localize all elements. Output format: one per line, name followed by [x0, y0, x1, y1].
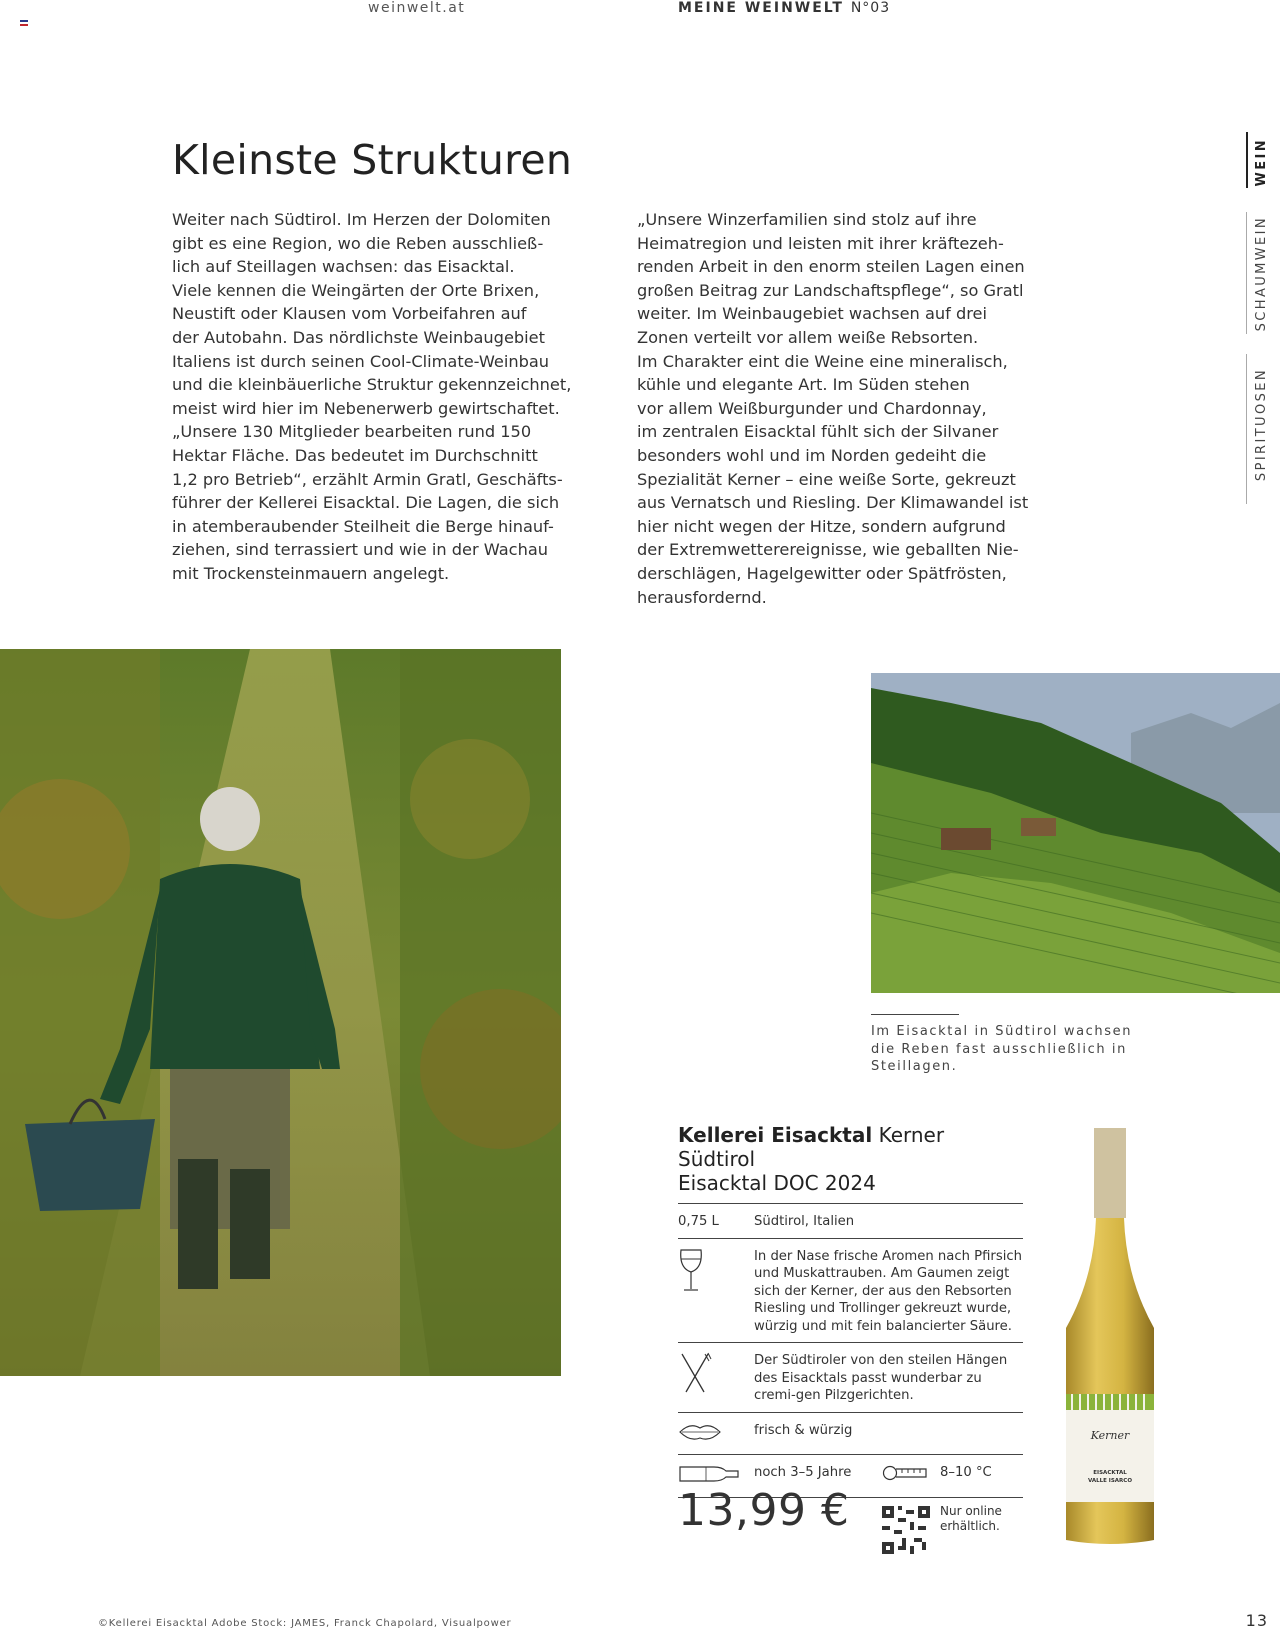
online-note: [940, 1502, 1023, 1534]
paragraph-line: großen Beitrag zur Landschaftspflege“, so Gratl: [637, 280, 1024, 300]
label-variety: Kerner: [1090, 1429, 1130, 1442]
paragraph-line: Heimatregion und leisten mit ihrer kräftezeh-: [637, 233, 1004, 253]
page-number: 13: [1245, 1611, 1268, 1630]
lips-icon: [678, 1422, 754, 1448]
paragraph-line: im zentralen Eisacktal fühlt sich der Silvaner: [637, 422, 999, 442]
serving-temperature: 8–10 °C: [940, 1465, 992, 1480]
paragraph-line: kühle und elegante Art. Im Süden stehen: [637, 375, 970, 395]
article-column-1: [172, 208, 572, 586]
paragraph-line: „Unsere Winzerfamilien sind stolz auf ihre: [637, 210, 977, 229]
paragraph-line: führer der Kellerei Eisacktal. Die Lagen, die sich: [172, 493, 560, 513]
wine-glass-icon: [678, 1248, 754, 1298]
paragraph-line: renden Arbeit in den enorm steilen Lagen einen: [637, 257, 1025, 277]
price-row: [678, 1484, 1023, 1560]
side-nav-divider: [1246, 212, 1247, 334]
flag-icon: [20, 20, 28, 26]
paragraph-line: Spezialität Kerner – eine weiße Sorte, gekreuzt: [637, 469, 1016, 489]
paragraph-line: lich auf Steillagen wachsen: das Eisacktal.: [172, 257, 515, 277]
paragraph-line: Zonen verteilt vor allem weiße Rebsorten.: [637, 327, 979, 347]
photo-winemaker-vineyard: [0, 649, 561, 1376]
wine-price: 13,99 €: [678, 1484, 850, 1536]
wine-appellation: Eisacktal DOC 2024: [678, 1171, 876, 1195]
paragraph-line: Weiter nach Südtirol. Im Herzen der Dolomiten: [172, 210, 551, 229]
wine-volume: 0,75 L: [678, 1214, 719, 1229]
photo-terraced-vineyard: [871, 673, 1280, 993]
paragraph-line: Hektar Fläche. Das bedeutet im Durchschnitt: [172, 445, 538, 465]
wine-basics-row: [678, 1204, 1023, 1238]
paragraph-line: in atemberaubender Steilheit die Berge hinauf-: [172, 516, 554, 536]
header-site[interactable]: weinwelt.at: [368, 0, 466, 16]
header-magazine: [678, 0, 890, 16]
paragraph-line: hier nicht wegen der Hitze, sondern aufgrund: [637, 516, 1006, 536]
pairing-row: [678, 1343, 1023, 1412]
magazine-name: MEINE WEINWELT: [678, 0, 844, 16]
paragraph-line: ziehen, sind terrassiert und wie in der Wachau: [172, 540, 549, 560]
wine-producer: Kellerei Eisacktal: [678, 1123, 873, 1147]
paragraph-line: Italiens ist durch seinen Cool-Climate-Weinbau: [172, 351, 550, 371]
paragraph-line: gibt es eine Region, wo die Reben ausschließ-: [172, 233, 544, 253]
tab-spirituosen[interactable]: SPIRITUOSEN: [1254, 368, 1269, 482]
issue-number: N°03: [850, 0, 891, 16]
paragraph-line: mit Trockensteinmauern angelegt.: [172, 563, 450, 583]
wine-title: [678, 1123, 1023, 1195]
paragraph-line: 1,2 pro Betrieb“, erzählt Armin Gratl, Geschäfts-: [172, 469, 563, 489]
paragraph-line: der Extremwetterereignisse, wie geballten Nie-: [637, 540, 1019, 560]
tab-schaumwein[interactable]: SCHAUMWEIN: [1254, 216, 1269, 332]
food-pairing: Der Südtiroler von den steilen Hängen des Eisacktals passt wunderbar zu cremi-gen Pilzgerichten.: [754, 1353, 1008, 1403]
tasting-row: [678, 1239, 1023, 1343]
paragraph-line: herausfordernd.: [637, 587, 767, 607]
taste-profile: frisch & würzig: [754, 1422, 853, 1438]
paragraph-line: und die kleinbäuerliche Struktur gekennzeichnet,: [172, 375, 572, 395]
caption-divider: [871, 1014, 959, 1015]
label-brand: EISACKTAL: [1093, 1470, 1127, 1476]
photo-credit: ©Kellerei Eisacktal Adobe Stock: JAMES, Franck Chapolard, Visualpower: [98, 1618, 512, 1629]
wine-name: Kerner Südtirol: [678, 1123, 945, 1171]
photo-caption: [871, 1023, 1171, 1076]
cutlery-icon: [678, 1352, 754, 1400]
label-brand: VALLE ISARCO: [1087, 1478, 1133, 1484]
paragraph-line: vor allem Weißburgunder und Chardonnay,: [637, 398, 987, 418]
online-note-line: Nur online: [940, 1503, 1002, 1518]
wine-origin: Südtirol, Italien: [754, 1214, 855, 1229]
side-nav-divider: [1246, 132, 1248, 188]
side-nav: [1234, 132, 1280, 492]
wine-info-card: [678, 1123, 1023, 1559]
paragraph-line: derschlägen, Hagelgewitter oder Spätfrösten,: [637, 563, 1007, 583]
tasting-notes: In der Nase frische Aromen nach Pfirsich und Muskattrauben. Am Gaumen zeigt sich der Kerner, der aus den Rebsorten Riesling und Trollinger gekreuzt wurde, würzig und mit fein balancierter Säure.: [754, 1248, 1022, 1334]
online-note-line: erhältlich.: [940, 1518, 1000, 1533]
thermometer-icon: [882, 1464, 940, 1488]
paragraph-line: Im Charakter eint die Weine eine mineralisch,: [637, 351, 1008, 371]
storage-potential: noch 3–5 Jahre: [754, 1465, 852, 1480]
side-nav-divider: [1246, 354, 1247, 504]
paragraph-line: meist wird hier im Nebenerwerb gewirtschaftet.: [172, 398, 560, 418]
caption-line: Im Eisacktal in Südtirol wachsen: [871, 1024, 1133, 1039]
paragraph-line: Neustift oder Klausen vom Vorbeifahren auf: [172, 304, 527, 324]
taste-row: [678, 1413, 1023, 1455]
caption-line: die Reben fast ausschließlich in: [871, 1041, 1127, 1057]
paragraph-line: „Unsere 130 Mitglieder bearbeiten rund 150: [172, 422, 532, 442]
paragraph-line: der Autobahn. Das nördlichste Weinbaugebiet: [172, 327, 545, 347]
tab-wein[interactable]: WEIN: [1254, 138, 1269, 187]
caption-line: Steillagen.: [871, 1059, 958, 1074]
paragraph-line: weiter. Im Weinbaugebiet wachsen auf drei: [637, 304, 988, 324]
paragraph-line: besonders wohl und im Norden gedeiht die: [637, 445, 987, 465]
wine-bottle-image: [1058, 1128, 1162, 1550]
paragraph-line: Viele kennen die Weingärten der Orte Brixen,: [172, 280, 540, 300]
article-column-2: [637, 208, 1037, 609]
paragraph-line: aus Vernatsch und Riesling. Der Klimawandel ist: [637, 493, 1029, 513]
qr-code[interactable]: [882, 1502, 940, 1560]
article-title: Kleinste Strukturen: [172, 136, 573, 184]
